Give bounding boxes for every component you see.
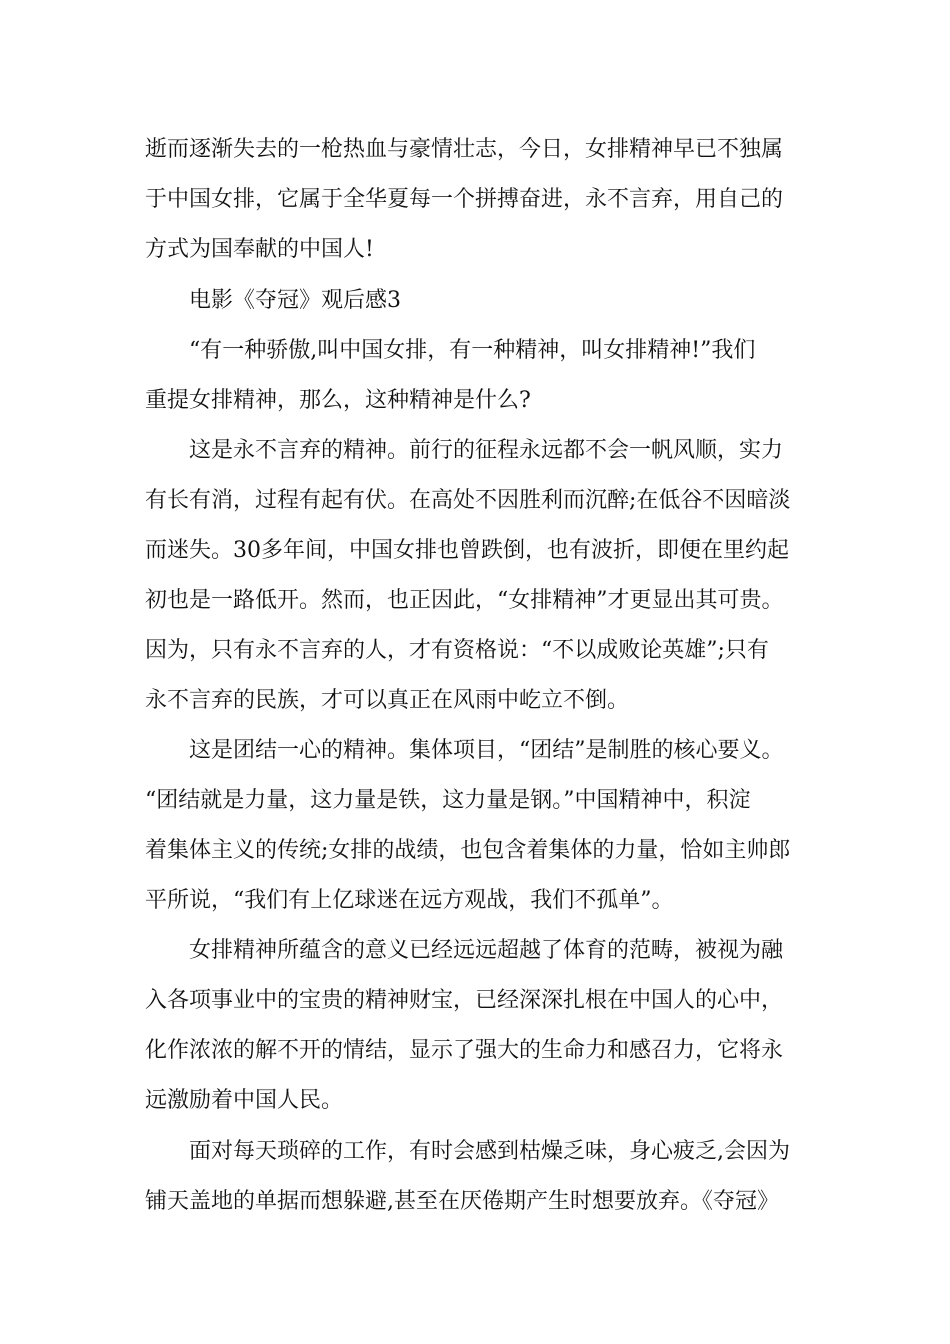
text-line: 重提女排精神，那么，这种精神是什么? <box>145 388 531 413</box>
text-line: 远激励着中国人民。 <box>145 1088 344 1113</box>
text-line: 女排精神所蕴含的意义已经远远超越了体育的范畴，被视为融 <box>145 938 784 963</box>
text-line: “有一种骄傲,叫中国女排，有一种精神，叫女排精神!”我们 <box>145 338 756 363</box>
text-line: 初也是一路低开。然而，也正因此，“女排精神”才更显出其可贵。 <box>145 588 784 613</box>
text-line: 面对每天琐碎的工作，有时会感到枯燥乏味，身心疲乏,会因为 <box>145 1139 790 1164</box>
text-line: 入各项事业中的宝贵的精神财宝，已经深深扎根在中国人的心中， <box>145 988 784 1013</box>
text-line: 逝而逐渐失去的一枪热血与豪情壮志，今日，女排精神早已不独属 <box>145 137 784 162</box>
text-line: 因为，只有永不言弃的人，才有资格说：“不以成败论英雄”;只有 <box>145 638 769 663</box>
text-line: 化作浓浓的解不开的情结，显示了强大的生命力和感召力，它将永 <box>145 1038 784 1063</box>
text-line: 方式为国奉献的中国人! <box>145 237 374 262</box>
text-line: 有长有消，过程有起有伏。在高处不因胜利而沉醉;在低谷不因暗淡 <box>145 488 791 513</box>
section-heading: 电影《夺冠》观后感3 <box>145 288 401 313</box>
text-line: 铺天盖地的单据而想躲避,甚至在厌倦期产生时想要放弃。《夺冠》 <box>145 1189 779 1214</box>
text-line: 这是团结一心的精神。集体项目，“团结”是制胜的核心要义。 <box>145 738 784 763</box>
text-line: 而迷失。30多年间，中国女排也曾跌倒，也有波折，即便在里约起 <box>145 538 789 563</box>
text-line: 于中国女排，它属于全华夏每一个拼搏奋进，永不言弃，用自己的 <box>145 187 784 212</box>
text-line: “团结就是力量，这力量是铁，这力量是钢。”中国精神中，积淀 <box>145 788 751 813</box>
text-line: 着集体主义的传统;女排的战绩，也包含着集体的力量，恰如主帅郎 <box>145 838 791 863</box>
text-line: 平所说，“我们有上亿球迷在远方观战，我们不孤单”。 <box>145 888 674 913</box>
text-line: 永不言弃的民族，才可以真正在风雨中屹立不倒。 <box>145 688 630 713</box>
text-line: 这是永不言弃的精神。前行的征程永远都不会一帆风顺，实力 <box>145 438 784 463</box>
